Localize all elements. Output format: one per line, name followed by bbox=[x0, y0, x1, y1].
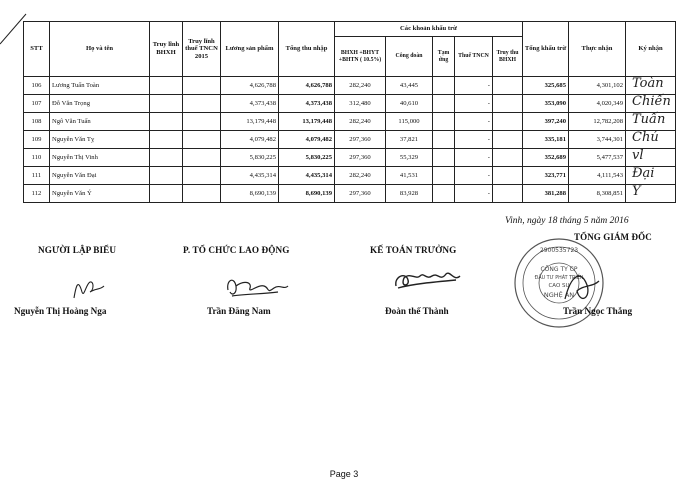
recipient-signature: Tuấn bbox=[632, 112, 666, 127]
cell-thuc-nhan: 12,782,208 bbox=[569, 113, 626, 131]
cell-thuc-nhan: 4,020,349 bbox=[569, 95, 626, 113]
cell-tong-khau-tru: 397,240 bbox=[523, 113, 569, 131]
cell-thue-tncn: - bbox=[455, 149, 493, 167]
cell-stt: 109 bbox=[24, 131, 50, 149]
cell-tong-khau-tru: 335,181 bbox=[523, 131, 569, 149]
cell-ky-nhan bbox=[626, 77, 676, 95]
header-truy-linh-tncn: Truy lĩnh thuế TNCN 2015 bbox=[183, 22, 221, 77]
labor-dept-name: Trần Đăng Nam bbox=[207, 306, 271, 316]
cell-truy-thu bbox=[493, 185, 523, 203]
cell-stt: 106 bbox=[24, 77, 50, 95]
cell-thue-tncn: - bbox=[455, 77, 493, 95]
cell-truy-linh-tncn bbox=[183, 167, 221, 185]
table-row bbox=[24, 95, 676, 113]
cell-tam-ung bbox=[433, 77, 455, 95]
cell-cong-doan: 41,531 bbox=[386, 167, 433, 185]
chief-accountant-title: KẾ TOÁN TRƯỞNG bbox=[370, 245, 457, 255]
recipient-signature: Chú bbox=[632, 130, 659, 145]
cell-thuc-nhan: 3,744,301 bbox=[569, 131, 626, 149]
cell-tong-thu-nhap: 5,830,225 bbox=[279, 149, 335, 167]
cell-bhxh: 282,240 bbox=[335, 167, 386, 185]
cell-cong-doan: 115,000 bbox=[386, 113, 433, 131]
cell-thue-tncn: - bbox=[455, 131, 493, 149]
cell-luong: 4,435,314 bbox=[221, 167, 279, 185]
header-group-khau-tru: Các khoản khấu trừ bbox=[335, 22, 523, 37]
cell-ky-nhan bbox=[626, 113, 676, 131]
header-stt: STT bbox=[24, 22, 50, 77]
cell-bhxh: 312,480 bbox=[335, 95, 386, 113]
cell-ky-nhan bbox=[626, 185, 676, 203]
table-row bbox=[24, 131, 676, 149]
header-bhxh: BHXH +BHYT +BHTN ( 10.5%) bbox=[335, 37, 386, 77]
page-number: Page 3 bbox=[329, 469, 359, 479]
cell-stt: 108 bbox=[24, 113, 50, 131]
preparer-name: Nguyễn Thị Hoàng Nga bbox=[14, 306, 107, 316]
cell-cong-doan: 40,610 bbox=[386, 95, 433, 113]
cell-cong-doan: 83,928 bbox=[386, 185, 433, 203]
cell-thue-tncn: - bbox=[455, 185, 493, 203]
cell-thuc-nhan: 8,308,851 bbox=[569, 185, 626, 203]
cell-name: Nguyễn Văn Đại bbox=[50, 167, 150, 185]
cell-name: Nguyễn Thị Vinh bbox=[50, 149, 150, 167]
header-tam-ung: Tạm ứng bbox=[433, 37, 455, 77]
cell-tong-khau-tru: 381,288 bbox=[523, 185, 569, 203]
table-row bbox=[24, 77, 676, 95]
header-luong-san-pham: Lương sản phẩm bbox=[221, 22, 279, 77]
header-truy-linh-bhxh: Truy lĩnh BHXH bbox=[150, 22, 183, 77]
table-row bbox=[24, 113, 676, 131]
cell-cong-doan: 37,821 bbox=[386, 131, 433, 149]
cell-bhxh: 282,240 bbox=[335, 77, 386, 95]
cell-thue-tncn: - bbox=[455, 95, 493, 113]
recipient-signature: vl bbox=[632, 148, 644, 163]
table-row bbox=[24, 185, 676, 203]
table-row bbox=[24, 149, 676, 167]
cell-truy-linh-tncn bbox=[183, 149, 221, 167]
cell-truy-linh-bhxh bbox=[150, 77, 183, 95]
cell-cong-doan: 55,329 bbox=[386, 149, 433, 167]
cell-truy-linh-bhxh bbox=[150, 185, 183, 203]
cell-bhxh: 297,360 bbox=[335, 185, 386, 203]
cell-tong-thu-nhap: 4,435,314 bbox=[279, 167, 335, 185]
labor-dept-signature bbox=[222, 270, 292, 304]
cell-truy-thu bbox=[493, 77, 523, 95]
cell-truy-linh-tncn bbox=[183, 77, 221, 95]
cell-name: Đỗ Văn Trọng bbox=[50, 95, 150, 113]
cell-stt: 107 bbox=[24, 95, 50, 113]
cell-truy-thu bbox=[493, 149, 523, 167]
recipient-signature: Toàn bbox=[632, 76, 664, 91]
cell-name: Nguyễn Văn Tỵ bbox=[50, 131, 150, 149]
cell-tong-khau-tru: 353,090 bbox=[523, 95, 569, 113]
cell-truy-linh-tncn bbox=[183, 113, 221, 131]
cell-truy-linh-bhxh bbox=[150, 167, 183, 185]
stamp-line1: 2900535723 bbox=[539, 247, 579, 254]
cell-thue-tncn: - bbox=[455, 167, 493, 185]
header-tong-khau-tru: Tổng khấu trừ bbox=[523, 22, 569, 77]
cell-bhxh: 297,360 bbox=[335, 131, 386, 149]
cell-ky-nhan bbox=[626, 149, 676, 167]
director-name: Trần Ngọc Thắng bbox=[563, 306, 633, 316]
cell-tam-ung bbox=[433, 149, 455, 167]
labor-dept-title: P. TỔ CHỨC LAO ĐỘNG bbox=[183, 245, 290, 255]
stamp-line5: NGHỆ AN bbox=[543, 291, 575, 299]
cell-tong-thu-nhap: 4,079,482 bbox=[279, 131, 335, 149]
header-thue-tncn: Thuế TNCN bbox=[455, 37, 493, 77]
cell-ky-nhan bbox=[626, 167, 676, 185]
cell-thue-tncn: - bbox=[455, 113, 493, 131]
cell-luong: 8,690,139 bbox=[221, 185, 279, 203]
cell-tong-thu-nhap: 4,626,788 bbox=[279, 77, 335, 95]
cell-name: Lương Tuấn Toàn bbox=[50, 77, 150, 95]
chief-accountant-name: Đoàn thế Thành bbox=[385, 306, 449, 316]
header-name: Họ và tên bbox=[50, 22, 150, 77]
cell-tong-thu-nhap: 8,690,139 bbox=[279, 185, 335, 203]
cell-tam-ung bbox=[433, 167, 455, 185]
header-truy-thu-bhxh: Truy thu BHXH bbox=[493, 37, 523, 77]
cell-truy-linh-tncn bbox=[183, 185, 221, 203]
cell-truy-thu bbox=[493, 95, 523, 113]
cell-truy-linh-tncn bbox=[183, 95, 221, 113]
cell-name: Ngô Văn Tuấn bbox=[50, 113, 150, 131]
stamp-line4: CAO SU bbox=[548, 283, 570, 289]
cell-truy-thu bbox=[493, 113, 523, 131]
cell-tong-khau-tru: 323,771 bbox=[523, 167, 569, 185]
preparer-title: NGƯỜI LẬP BIỂU bbox=[38, 245, 117, 255]
cell-thuc-nhan: 4,111,543 bbox=[569, 167, 626, 185]
cell-truy-thu bbox=[493, 167, 523, 185]
cell-stt: 112 bbox=[24, 185, 50, 203]
cell-tam-ung bbox=[433, 185, 455, 203]
cell-tam-ung bbox=[433, 95, 455, 113]
director-title: TỔNG GIÁM ĐỐC bbox=[574, 232, 652, 242]
cell-ky-nhan bbox=[626, 95, 676, 113]
date-line: Vinh, ngày 18 tháng 5 năm 2016 bbox=[505, 216, 629, 226]
cell-luong: 13,179,448 bbox=[221, 113, 279, 131]
cell-thuc-nhan: 5,477,537 bbox=[569, 149, 626, 167]
preparer-signature bbox=[70, 268, 110, 308]
cell-tong-khau-tru: 325,685 bbox=[523, 77, 569, 95]
header-cong-doan: Công đoàn bbox=[386, 37, 433, 77]
cell-truy-linh-tncn bbox=[183, 131, 221, 149]
payroll-table bbox=[23, 21, 676, 203]
recipient-signature: Chiến bbox=[632, 94, 671, 109]
cell-bhxh: 297,360 bbox=[335, 149, 386, 167]
cell-ky-nhan bbox=[626, 131, 676, 149]
table-row bbox=[24, 167, 676, 185]
cell-cong-doan: 43,445 bbox=[386, 77, 433, 95]
cell-truy-linh-bhxh bbox=[150, 95, 183, 113]
stamp-line3: ĐẦU TƯ PHÁT TRIỂN bbox=[534, 276, 584, 281]
cell-truy-linh-bhxh bbox=[150, 131, 183, 149]
cell-stt: 111 bbox=[24, 167, 50, 185]
cell-luong: 4,373,438 bbox=[221, 95, 279, 113]
header-tong-thu-nhap: Tổng thu nhập bbox=[279, 22, 335, 77]
cell-luong: 4,079,482 bbox=[221, 131, 279, 149]
header-ky-nhan: Ký nhận bbox=[626, 22, 676, 77]
cell-truy-thu bbox=[493, 131, 523, 149]
cell-truy-linh-bhxh bbox=[150, 149, 183, 167]
cell-tam-ung bbox=[433, 131, 455, 149]
stamp-line2: CÔNG TY CP bbox=[540, 266, 578, 273]
cell-tam-ung bbox=[433, 113, 455, 131]
recipient-signature: Y bbox=[632, 184, 641, 199]
cell-tong-thu-nhap: 13,179,448 bbox=[279, 113, 335, 131]
header-thuc-nhan: Thực nhận bbox=[569, 22, 626, 77]
cell-name: Nguyễn Văn Ý bbox=[50, 185, 150, 203]
cell-luong: 4,626,788 bbox=[221, 77, 279, 95]
cell-stt: 110 bbox=[24, 149, 50, 167]
cell-thuc-nhan: 4,301,102 bbox=[569, 77, 626, 95]
cell-tong-khau-tru: 352,689 bbox=[523, 149, 569, 167]
cell-luong: 5,830,225 bbox=[221, 149, 279, 167]
recipient-signature: Đại bbox=[632, 166, 655, 181]
cell-truy-linh-bhxh bbox=[150, 113, 183, 131]
cell-tong-thu-nhap: 4,373,438 bbox=[279, 95, 335, 113]
cell-bhxh: 282,240 bbox=[335, 113, 386, 131]
company-stamp bbox=[511, 235, 607, 331]
chief-accountant-signature bbox=[392, 264, 464, 296]
